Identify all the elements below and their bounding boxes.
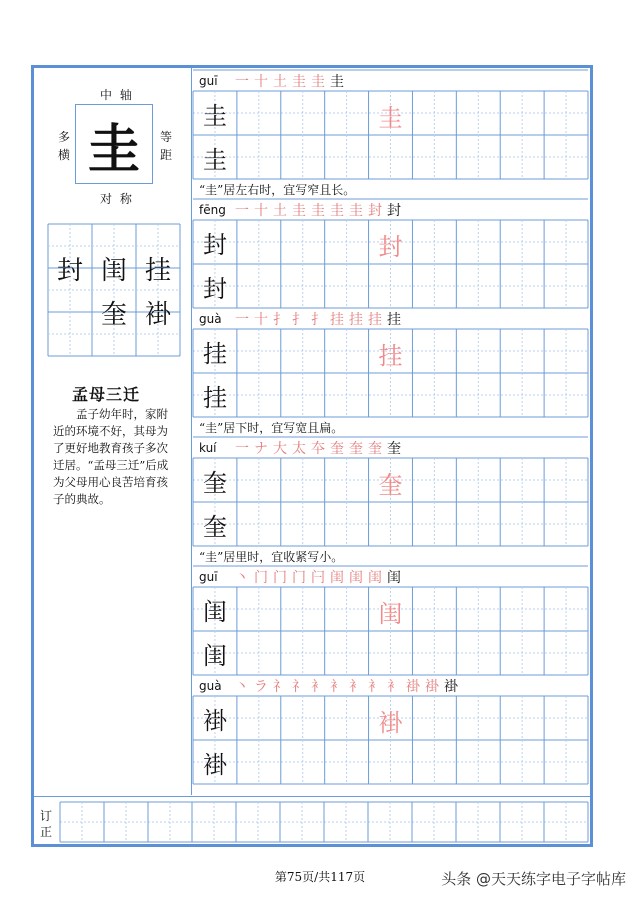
stroke-step: 褂 xyxy=(425,678,439,695)
stroke-step: 闺 xyxy=(330,569,344,586)
stroke-step: 扌 xyxy=(292,311,306,328)
trace-character: 封 xyxy=(378,232,403,261)
stroke-step: 土 xyxy=(273,202,287,219)
stroke-order xyxy=(235,676,458,696)
trace-character: 褂 xyxy=(378,708,403,737)
stroke-order xyxy=(235,438,401,458)
stroke-step: 丶 xyxy=(235,678,249,695)
stroke-step: 衤 xyxy=(368,678,382,695)
stroke-step: 奎 xyxy=(349,440,363,457)
key-character: 圭 xyxy=(75,104,153,184)
stroke-step: 奎 xyxy=(387,440,401,457)
stroke-step: 闺 xyxy=(368,569,382,586)
stroke-step: 衤 xyxy=(311,678,325,695)
stroke-step: 褂 xyxy=(444,678,458,695)
related-character: 奎 xyxy=(100,299,127,330)
pinyin: guī xyxy=(199,73,218,88)
stroke-step: 圭 xyxy=(311,202,325,219)
stroke-step: 门 xyxy=(273,569,287,586)
stroke-step: 闩 xyxy=(311,569,325,586)
trace-character: 圭 xyxy=(378,103,403,132)
stroke-step: 闺 xyxy=(349,569,363,586)
stroke-order xyxy=(235,567,401,587)
label-right-1: 等 xyxy=(160,130,175,144)
related-character: 闺 xyxy=(100,255,127,286)
stroke-step: 圭 xyxy=(292,73,306,90)
pinyin: guà xyxy=(199,678,222,693)
stroke-step: 衤 xyxy=(349,678,363,695)
stroke-step: 太 xyxy=(292,440,306,457)
stroke-step: 礻 xyxy=(292,678,306,695)
stroke-step: 封 xyxy=(387,202,401,219)
related-character: 褂 xyxy=(144,299,171,330)
stroke-step: 扌 xyxy=(311,311,325,328)
stroke-step: 挂 xyxy=(349,311,363,328)
stroke-step: 奎 xyxy=(330,440,344,457)
related-character: 挂 xyxy=(144,255,171,286)
stroke-step: 门 xyxy=(254,569,268,586)
stroke-step: 夲 xyxy=(311,440,325,457)
stroke-step: 衤 xyxy=(387,678,401,695)
model-character: 封 xyxy=(202,230,227,259)
pinyin-row xyxy=(193,437,588,458)
correction-row xyxy=(34,796,590,844)
pinyin-row xyxy=(193,70,588,91)
model-character: 闺 xyxy=(202,597,227,626)
correction-label: 订正 xyxy=(40,809,53,839)
pinyin: guī xyxy=(199,569,218,584)
watermark: 头条 @天天练字电子字帖库 xyxy=(441,870,626,888)
stroke-step: 十 xyxy=(254,311,268,328)
stroke-step: ラ xyxy=(254,678,268,695)
stroke-step: 褂 xyxy=(406,678,420,695)
model-character: 挂 xyxy=(202,339,227,368)
pinyin-row xyxy=(193,199,588,220)
stroke-step: 衤 xyxy=(330,678,344,695)
writing-note: “圭”居里时，宜收紧写小。 xyxy=(199,549,344,564)
stroke-step: 十 xyxy=(254,202,268,219)
writing-note: “圭”居左右时，宜写窄且长。 xyxy=(199,182,356,197)
pinyin-row xyxy=(193,308,588,329)
stroke-step: 圭 xyxy=(311,73,325,90)
stroke-step: 圭 xyxy=(292,202,306,219)
model-character: 褂 xyxy=(202,750,227,779)
label-left-2: 横 xyxy=(58,148,73,162)
model-character: 圭 xyxy=(202,145,227,174)
page-number: 第75页/共117页 xyxy=(274,870,366,884)
stroke-step: 挂 xyxy=(387,311,401,328)
label-top: 中 轴 xyxy=(100,88,134,102)
stroke-order xyxy=(235,309,401,329)
stroke-step: 土 xyxy=(273,73,287,90)
pinyin-row xyxy=(193,566,588,587)
stroke-step: 扌 xyxy=(273,311,287,328)
model-character: 闺 xyxy=(202,641,227,670)
story-text: 孟子幼年时，家附近的环境不好，其母为了更好地教育孩子多次迁居。“孟母三迁”后成为父母用心良苦培育孩子的典故。 xyxy=(53,407,169,506)
stroke-step: 一 xyxy=(235,202,249,219)
pinyin: kuí xyxy=(199,440,217,455)
writing-note: “圭”居下时，宜写宽且扁。 xyxy=(199,420,344,435)
stroke-step: 挂 xyxy=(330,311,344,328)
model-character: 封 xyxy=(202,274,227,303)
stroke-step: 封 xyxy=(368,202,382,219)
model-character: 褂 xyxy=(202,706,227,735)
trace-character: 挂 xyxy=(378,341,403,370)
label-right xyxy=(160,128,174,164)
label-bottom: 对 称 xyxy=(100,192,134,206)
label-right-2: 距 xyxy=(160,148,175,162)
stroke-step: 奎 xyxy=(368,440,382,457)
stroke-step: 丶 xyxy=(235,569,249,586)
story-title: 孟母三迁 xyxy=(72,385,141,404)
stroke-step: 门 xyxy=(292,569,306,586)
stroke-step: 圭 xyxy=(349,202,363,219)
stroke-step: 闺 xyxy=(387,569,401,586)
stroke-order xyxy=(235,200,401,220)
pinyin: guà xyxy=(199,311,222,326)
stroke-step: 一 xyxy=(235,440,249,457)
model-character: 奎 xyxy=(202,512,227,541)
model-character: 奎 xyxy=(202,468,227,497)
stroke-step: 挂 xyxy=(368,311,382,328)
pinyin: fēng xyxy=(199,202,226,217)
trace-character: 闺 xyxy=(378,599,403,628)
stroke-step: ナ xyxy=(254,440,268,457)
stroke-step: 十 xyxy=(254,73,268,90)
stroke-step: 大 xyxy=(273,440,287,457)
pinyin-row xyxy=(193,675,588,696)
stroke-step: 圭 xyxy=(330,73,344,90)
trace-character: 奎 xyxy=(378,470,403,499)
related-character: 封 xyxy=(56,255,83,286)
stroke-step: 礻 xyxy=(273,678,287,695)
stroke-step: 一 xyxy=(235,73,249,90)
model-character: 挂 xyxy=(202,383,227,412)
stroke-step: 圭 xyxy=(330,202,344,219)
label-left xyxy=(58,128,72,164)
label-left-1: 多 xyxy=(58,130,73,144)
model-character: 圭 xyxy=(202,101,227,130)
stroke-step: 一 xyxy=(235,311,249,328)
stroke-order xyxy=(235,71,344,91)
